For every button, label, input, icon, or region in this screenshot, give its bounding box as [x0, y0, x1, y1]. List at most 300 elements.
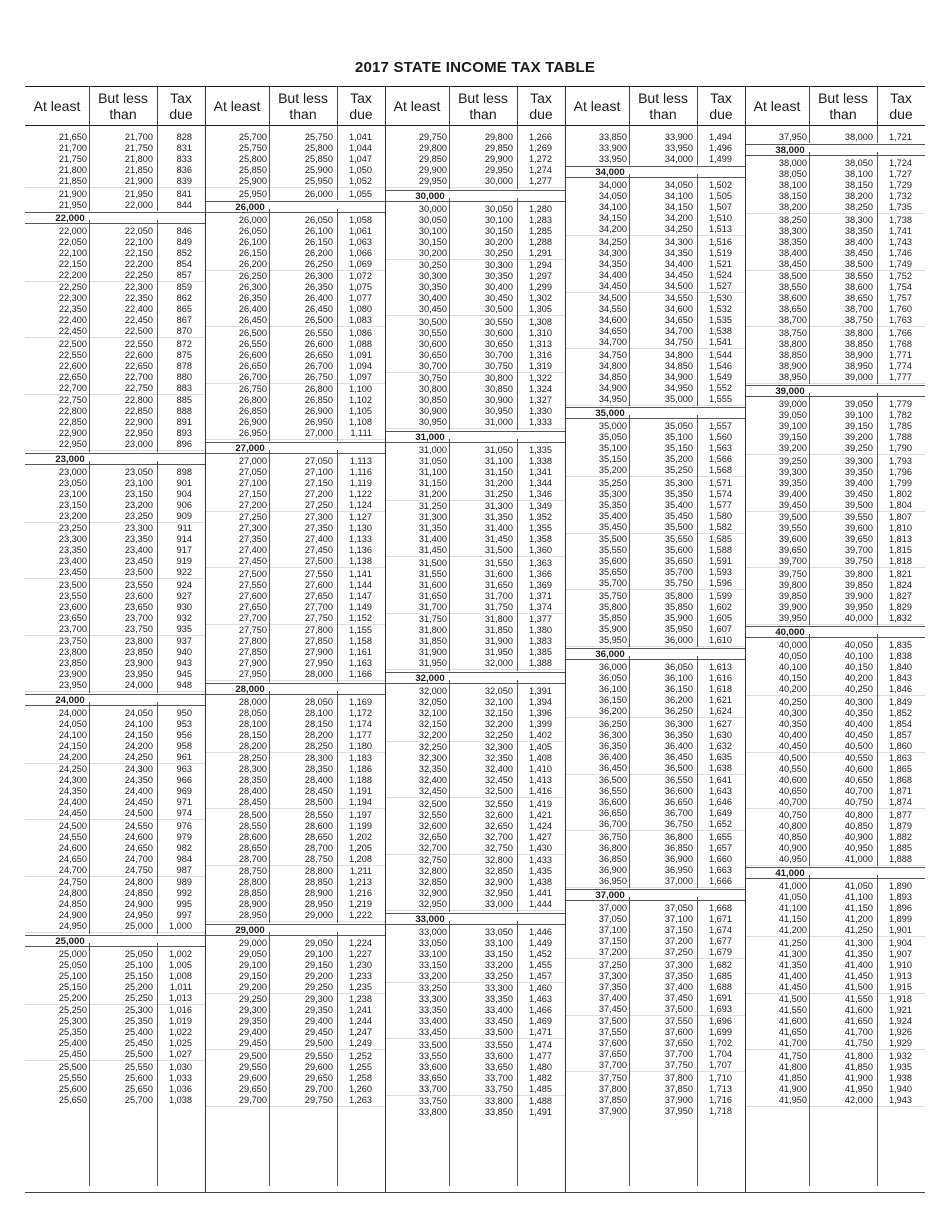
cell-but-less-than: 31,100	[484, 455, 513, 466]
table-row	[565, 752, 745, 763]
cell-but-less-than: 39,200	[844, 432, 873, 442]
table-row	[745, 949, 925, 960]
cell-but-less-than: 32,700	[484, 831, 513, 842]
cell-tax-due: 1,025	[169, 1038, 192, 1048]
cell-tax-due: 1,901	[889, 925, 912, 935]
cell-at-least: 35,900	[598, 623, 627, 634]
cell-but-less-than: 23,400	[124, 545, 153, 555]
table-row	[25, 602, 205, 613]
table-row	[25, 1095, 205, 1106]
cell-at-least: 40,250	[778, 696, 807, 707]
table-row	[385, 1096, 565, 1107]
bracket-band-label	[745, 385, 925, 397]
cell-but-less-than: 39,800	[844, 568, 873, 579]
cell-at-least: 39,600	[778, 534, 807, 544]
cell-but-less-than: 41,150	[844, 903, 873, 913]
table-row	[745, 410, 925, 421]
cell-but-less-than: 33,500	[484, 1027, 513, 1037]
cell-at-least: 26,450	[238, 315, 267, 325]
cell-tax-due: 1,821	[889, 568, 912, 579]
cell-at-least: 37,400	[598, 992, 627, 1003]
cell-at-least: 33,700	[418, 1083, 447, 1094]
cell-at-least: 37,050	[598, 914, 627, 924]
cell-at-least: 34,100	[598, 202, 627, 212]
cell-but-less-than: 38,750	[844, 315, 873, 325]
cell-tax-due: 1,541	[709, 337, 732, 347]
table-row	[565, 706, 745, 717]
cell-at-least: 34,650	[598, 326, 627, 336]
cell-tax-due: 878	[176, 360, 192, 371]
bracket-band-label	[745, 144, 925, 156]
cell-tax-due: 1,605	[709, 612, 732, 623]
cell-tax-due: 943	[176, 658, 192, 668]
cell-but-less-than: 35,500	[664, 521, 693, 532]
cell-at-least: 41,050	[778, 892, 807, 902]
cell-at-least: 26,850	[238, 406, 267, 416]
cell-at-least: 27,400	[238, 545, 267, 555]
table-row	[25, 680, 205, 691]
cell-divider	[337, 209, 338, 441]
cell-but-less-than: 36,950	[664, 864, 693, 875]
cell-at-least: 37,200	[598, 947, 627, 957]
cell-at-least: 29,850	[418, 154, 447, 164]
cell-at-least: 31,850	[418, 636, 447, 646]
cell-but-less-than: 36,600	[664, 786, 693, 796]
cell-tax-due: 1,038	[169, 1094, 192, 1105]
cell-but-less-than: 28,050	[304, 696, 333, 707]
cell-at-least: 29,150	[238, 970, 267, 981]
table-row	[205, 938, 385, 949]
cell-at-least: 38,750	[778, 327, 807, 338]
table-row	[745, 730, 925, 741]
cell-at-least: 25,800	[238, 154, 267, 164]
cell-at-least: 39,450	[778, 499, 807, 510]
cell-but-less-than: 39,500	[844, 499, 873, 510]
cell-at-least: 40,150	[778, 673, 807, 683]
cell-but-less-than: 35,850	[664, 601, 693, 612]
cell-at-least: 41,600	[778, 1016, 807, 1026]
table-row	[205, 259, 385, 270]
cell-divider	[809, 634, 810, 866]
cell-tax-due: 1,316	[529, 349, 552, 360]
cell-at-least: 34,950	[598, 393, 627, 404]
cell-at-least: 23,200	[58, 510, 87, 521]
cell-but-less-than: 32,150	[484, 707, 513, 718]
table-row	[25, 511, 205, 522]
cell-at-least: 41,950	[778, 1094, 807, 1105]
cell-at-least: 25,600	[58, 1083, 87, 1094]
table-row	[205, 580, 385, 591]
cell-at-least: 41,200	[778, 925, 807, 935]
table-row	[745, 339, 925, 350]
table-row	[205, 613, 385, 624]
cell-but-less-than: 30,750	[484, 360, 513, 371]
tax-table	[25, 86, 925, 1192]
cell-tax-due: 1,427	[529, 831, 552, 842]
cell-at-least: 38,050	[778, 169, 807, 179]
cell-divider	[337, 126, 338, 200]
table-row	[385, 361, 565, 372]
cell-tax-due: 1,136	[349, 545, 372, 555]
cell-tax-due: 1,710	[709, 1072, 732, 1083]
table-row	[205, 315, 385, 326]
cell-at-least: 33,900	[598, 143, 627, 153]
cell-but-less-than: 40,850	[844, 820, 873, 831]
cell-but-less-than: 39,000	[844, 371, 873, 382]
cell-but-less-than: 34,950	[664, 382, 693, 393]
cell-at-least: 23,100	[58, 488, 87, 499]
table-row	[745, 764, 925, 775]
cell-at-least: 36,000	[598, 662, 627, 672]
cell-but-less-than: 25,800	[304, 143, 333, 153]
cell-at-least: 36,550	[598, 786, 627, 796]
band-amount: 35,000	[595, 408, 625, 419]
cell-at-least: 25,500	[58, 1061, 87, 1072]
cell-at-least: 27,500	[238, 568, 267, 579]
table-row	[205, 877, 385, 888]
cell-tax-due: 844	[176, 199, 192, 210]
cell-tax-due: 1,632	[709, 740, 732, 751]
table-row	[205, 775, 385, 786]
table-row	[25, 821, 205, 832]
cell-but-less-than: 28,750	[304, 853, 333, 864]
cell-but-less-than: 39,300	[844, 455, 873, 466]
cell-at-least: 38,400	[778, 247, 807, 258]
cell-tax-due: 1,824	[889, 579, 912, 590]
cell-but-less-than: 36,250	[664, 706, 693, 716]
cell-at-least: 30,050	[418, 214, 447, 225]
cell-but-less-than: 26,200	[304, 247, 333, 258]
cell-tax-due: 1,885	[889, 842, 912, 853]
cell-tax-due: 1,235	[349, 981, 372, 992]
cell-tax-due: 1,671	[709, 914, 732, 924]
table-row	[25, 478, 205, 489]
cell-tax-due: 1,100	[349, 384, 372, 394]
cell-tax-due: 1,188	[349, 775, 372, 785]
cell-tax-due: 1,568	[709, 465, 732, 475]
table-row	[565, 143, 745, 154]
cell-tax-due: 1,702	[709, 1038, 732, 1048]
cell-but-less-than: 24,350	[124, 775, 153, 785]
cell-at-least: 33,000	[418, 926, 447, 937]
cell-at-least: 35,300	[598, 488, 627, 499]
table-row	[745, 673, 925, 684]
cell-tax-due: 924	[176, 579, 192, 590]
table-row	[565, 763, 745, 774]
table-row	[565, 337, 745, 348]
cell-tax-due: 1,763	[889, 315, 912, 325]
table-row	[745, 512, 925, 523]
cell-at-least: 41,750	[778, 1050, 807, 1061]
header-tax-due: Tax due	[529, 90, 553, 122]
table-row	[205, 971, 385, 982]
cell-tax-due: 1,591	[709, 556, 732, 566]
table-row	[385, 810, 565, 821]
row-group-divider	[25, 932, 205, 933]
cell-but-less-than: 21,900	[124, 176, 153, 186]
cell-but-less-than: 25,050	[124, 948, 153, 959]
cell-at-least: 41,800	[778, 1061, 807, 1072]
cell-tax-due: 1,907	[889, 948, 912, 959]
cell-tax-due: 1,613	[709, 662, 732, 672]
table-row	[565, 1084, 745, 1095]
cell-at-least: 27,300	[238, 523, 267, 533]
cell-tax-due: 1,802	[889, 488, 912, 499]
cell-at-least: 23,950	[58, 680, 87, 690]
cell-at-least: 22,600	[58, 360, 87, 371]
cell-at-least: 36,250	[598, 718, 627, 729]
cell-tax-due: 1,599	[709, 590, 732, 601]
cell-but-less-than: 38,100	[844, 169, 873, 179]
cell-tax-due: 1,430	[529, 842, 552, 853]
table-row	[565, 154, 745, 165]
cell-but-less-than: 38,850	[844, 338, 873, 349]
cell-but-less-than: 26,150	[304, 236, 333, 247]
cell-at-least: 30,400	[418, 293, 447, 303]
cell-but-less-than: 29,350	[304, 1005, 333, 1015]
bracket-band-label	[25, 212, 205, 224]
cell-tax-due: 1,827	[889, 590, 912, 601]
cell-tax-due: 1,322	[529, 373, 552, 383]
table-row	[745, 881, 925, 892]
cell-at-least: 27,100	[238, 477, 267, 488]
cell-tax-due: 839	[176, 176, 192, 186]
cell-but-less-than: 21,750	[124, 143, 153, 153]
cell-at-least: 22,450	[58, 326, 87, 336]
cell-but-less-than: 41,750	[844, 1038, 873, 1048]
cell-at-least: 30,300	[418, 271, 447, 281]
cell-but-less-than: 29,200	[304, 970, 333, 981]
cell-divider	[877, 634, 878, 866]
cell-but-less-than: 39,600	[844, 523, 873, 533]
cell-at-least: 23,350	[58, 545, 87, 555]
cell-but-less-than: 37,400	[664, 981, 693, 992]
cell-at-least: 32,800	[418, 866, 447, 876]
table-row	[25, 556, 205, 567]
cell-at-least: 39,650	[778, 545, 807, 555]
cell-at-least: 41,300	[778, 948, 807, 959]
table-row	[385, 1016, 565, 1027]
cell-tax-due: 870	[176, 326, 192, 336]
cell-at-least: 39,150	[778, 432, 807, 442]
bracket-band-label	[565, 889, 745, 901]
table-row	[385, 467, 565, 478]
cell-tax-due: 1,882	[889, 831, 912, 842]
cell-but-less-than: 25,950	[304, 176, 333, 186]
table-row	[25, 899, 205, 910]
cell-tax-due: 1,072	[349, 271, 372, 281]
cell-at-least: 26,600	[238, 349, 267, 360]
row-group-divider	[745, 1106, 925, 1107]
table-row	[565, 372, 745, 383]
table-row	[25, 580, 205, 591]
table-row	[745, 315, 925, 326]
table-row	[205, 982, 385, 993]
cell-tax-due: 1,105	[349, 406, 372, 416]
cell-but-less-than: 35,550	[664, 534, 693, 544]
cell-divider	[157, 702, 158, 934]
cell-but-less-than: 38,150	[844, 180, 873, 190]
cell-at-least: 27,250	[238, 512, 267, 522]
cell-at-least: 27,050	[238, 466, 267, 477]
cell-at-least: 29,300	[238, 1005, 267, 1015]
cell-but-less-than: 32,250	[484, 729, 513, 740]
cell-tax-due: 1,580	[709, 510, 732, 521]
cell-tax-due: 1,163	[349, 658, 372, 668]
cell-at-least: 36,350	[598, 740, 627, 751]
cell-at-least: 24,550	[58, 831, 87, 842]
cell-tax-due: 1,219	[349, 899, 372, 909]
cell-but-less-than: 35,600	[664, 545, 693, 555]
cell-but-less-than: 40,100	[844, 651, 873, 661]
table-row	[205, 569, 385, 580]
cell-tax-due: 1,913	[889, 970, 912, 981]
cell-but-less-than: 22,050	[124, 225, 153, 236]
cell-but-less-than: 26,350	[304, 282, 333, 292]
cell-at-least: 35,700	[598, 578, 627, 588]
table-row	[205, 753, 385, 764]
cell-but-less-than: 36,150	[664, 684, 693, 694]
cell-but-less-than: 30,450	[484, 293, 513, 303]
table-row	[385, 204, 565, 215]
table-row	[745, 753, 925, 764]
cell-tax-due: 1,546	[709, 360, 732, 371]
cell-at-least: 22,750	[58, 395, 87, 405]
row-group-divider	[385, 428, 565, 429]
cell-but-less-than: 27,250	[304, 499, 333, 510]
cell-tax-due: 1,030	[169, 1061, 192, 1072]
cell-tax-due: 1,785	[889, 421, 912, 431]
table-row	[385, 1084, 565, 1095]
cell-but-less-than: 32,550	[484, 798, 513, 809]
cell-at-least: 31,700	[418, 601, 447, 612]
table-row	[745, 662, 925, 673]
cell-but-less-than: 23,750	[124, 623, 153, 634]
cell-at-least: 30,100	[418, 225, 447, 236]
cell-but-less-than: 36,750	[664, 819, 693, 829]
cell-tax-due: 1,319	[529, 360, 552, 371]
cell-but-less-than: 37,800	[664, 1072, 693, 1083]
cell-at-least: 21,750	[58, 154, 87, 164]
table-row	[25, 1005, 205, 1016]
header-at-least: At least	[33, 98, 81, 114]
cell-but-less-than: 33,700	[484, 1072, 513, 1083]
header-but-less-than: But less than	[278, 90, 328, 122]
table-row	[745, 786, 925, 797]
cell-at-least: 25,850	[238, 165, 267, 175]
table-row	[745, 810, 925, 821]
cell-tax-due: 1,457	[529, 970, 552, 981]
cell-at-least: 38,350	[778, 236, 807, 247]
cell-at-least: 24,800	[58, 888, 87, 898]
cell-but-less-than: 23,200	[124, 499, 153, 510]
cell-at-least: 27,350	[238, 534, 267, 544]
table-row	[385, 614, 565, 625]
table-row	[25, 176, 205, 187]
cell-but-less-than: 27,000	[304, 428, 333, 438]
table-row	[745, 1027, 925, 1038]
cell-at-least: 28,000	[238, 696, 267, 707]
cell-but-less-than: 40,000	[844, 612, 873, 623]
cell-but-less-than: 35,150	[664, 443, 693, 453]
cell-at-least: 29,600	[238, 1072, 267, 1083]
table-column-3	[385, 86, 565, 1192]
row-group-divider	[205, 680, 385, 681]
cell-tax-due: 865	[176, 304, 192, 314]
header-divider	[697, 87, 698, 125]
cell-at-least: 25,650	[58, 1094, 87, 1105]
cell-but-less-than: 24,750	[124, 864, 153, 875]
cell-but-less-than: 31,200	[484, 477, 513, 488]
cell-but-less-than: 31,050	[484, 444, 513, 455]
table-row	[25, 832, 205, 843]
cell-but-less-than: 31,400	[484, 523, 513, 533]
cell-but-less-than: 24,450	[124, 797, 153, 807]
cell-at-least: 39,100	[778, 421, 807, 431]
cell-tax-due: 961	[176, 751, 192, 762]
bracket-band-label	[745, 626, 925, 638]
cell-at-least: 37,350	[598, 981, 627, 992]
cell-but-less-than: 28,800	[304, 866, 333, 876]
cell-tax-due: 1,818	[889, 556, 912, 566]
cell-but-less-than: 39,050	[844, 399, 873, 409]
cell-but-less-than: 41,550	[844, 994, 873, 1004]
table-row	[745, 854, 925, 865]
table-row	[745, 215, 925, 226]
cell-at-least: 28,350	[238, 775, 267, 785]
cell-but-less-than: 28,700	[304, 842, 333, 853]
cell-tax-due: 1,033	[169, 1072, 192, 1083]
table-row	[745, 741, 925, 752]
table-row	[385, 877, 565, 888]
cell-tax-due: 1,760	[889, 304, 912, 314]
cell-but-less-than: 31,950	[484, 647, 513, 657]
table-row	[745, 914, 925, 925]
table-column-5	[745, 86, 925, 1192]
table-row	[745, 925, 925, 936]
column-divider	[385, 86, 386, 1192]
cell-tax-due: 1,668	[709, 903, 732, 913]
table-row	[385, 786, 565, 797]
table-row	[385, 545, 565, 556]
cell-at-least: 25,100	[58, 970, 87, 981]
cell-tax-due: 1,688	[709, 981, 732, 992]
cell-at-least: 26,550	[238, 338, 267, 349]
bracket-band-label	[205, 201, 385, 213]
cell-but-less-than: 35,200	[664, 454, 693, 464]
cell-at-least: 29,500	[238, 1050, 267, 1061]
cell-tax-due: 1,252	[349, 1050, 372, 1061]
cell-but-less-than: 39,450	[844, 488, 873, 499]
cell-but-less-than: 22,700	[124, 371, 153, 382]
cell-but-less-than: 32,400	[484, 764, 513, 774]
table-row	[565, 819, 745, 830]
cell-at-least: 35,450	[598, 521, 627, 532]
cell-but-less-than: 30,650	[484, 338, 513, 349]
cell-but-less-than: 28,100	[304, 707, 333, 718]
cell-tax-due: 1,149	[349, 601, 372, 612]
table-row	[565, 1095, 745, 1106]
cell-at-least: 29,400	[238, 1027, 267, 1037]
table-row	[25, 1073, 205, 1084]
cell-at-least: 21,850	[58, 176, 87, 186]
cell-tax-due: 1,044	[349, 143, 372, 153]
table-row	[385, 1051, 565, 1062]
cell-but-less-than: 37,500	[664, 1003, 693, 1014]
cell-tax-due: 1,926	[889, 1027, 912, 1037]
cell-but-less-than: 36,300	[664, 718, 693, 729]
cell-at-least: 30,950	[418, 417, 447, 427]
